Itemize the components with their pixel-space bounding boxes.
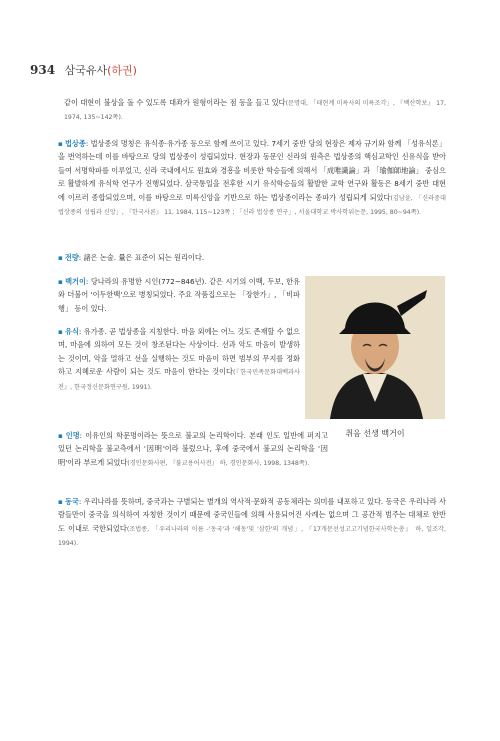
- yusik-text: : 유가종. 곧 법상종을 지칭한다. 마음 외에는 어느 것도 존재할 수 없으며, 마음에 의하여 모든 것이 창조된다는 사상이다. 선과 악도 마음이 발생하는 것이며, 악을 멀하고 선을 실행하는 것도 마음이 하면 범부의 무지를 정화하고 지혜로운 사람이 되는 것도 마음이 한다는 것이다: [58, 327, 300, 377]
- portrait-illustration: [305, 276, 445, 419]
- jeonryang-text: : 諸은 논술. 量은 표준이 되는 원리이다.: [78, 253, 205, 262]
- intro-citation: (문명대, 「태현계 미륵사의 미륵조각」, 『백산학보』 17, 1974, 135~142쪽).: [64, 100, 446, 122]
- inmyeong-entry: [58, 429, 328, 470]
- baekgeoi-entry: [58, 275, 300, 315]
- baekgeoi-term: 백거이: [65, 277, 86, 286]
- dongguk-term: 동국: [65, 497, 79, 506]
- dongguk-citation: (조법종, 「우리나라의 이름 -'동국'과 '해동'및 '삼한'의 개념」, 『17개문선성고고기념한국사학논총』 하, 일조각, 1994).: [58, 525, 447, 548]
- yusik-entry: [58, 325, 300, 394]
- beopsang-citation: (김남윤, 「신라중대 법상종의 성립과 신앙」, 『한국사론』 11, 1984, 115~123쪽 ; 「신라 법상종 연구」, 서울대학교 박사학위논문, 1995, 80~94쪽).: [58, 194, 447, 217]
- bullet-icon: ▪: [58, 497, 64, 506]
- intro-paragraph: [64, 96, 446, 125]
- inmyeong-text: : 이유인의 학문명이라는 뜻으로 불교의 논리학이다. 본래 인도 일반에 퍼지고 있던 논리학을 불교측에서 '因明'이라 불렀으나, 후에 중국에서 불교의 논리학을 '因明'이라 부르게 되었다: [58, 431, 328, 467]
- beopsang-text: : 법상종의 명칭은 유식종·유가종 등으로 함께 쓰이고 있다. 7세기 중반 당의 현장은 제자 규기와 함께 「성유식론」을 번역하는데 이를 바탕으로 당의 법상종이 성립되었다. 현장과 동문인 신라의 원측은 법상종의 핵심교학인 신유식을 받아들여 서명학파를 이루었고, 신라 국내에서도 원효와 경흥을 비롯한 학승들에 의해서 「成唯識論」과 「瑜伽師地論」 중심으로 활발하게 유식학 연구가 진행되었다. 삼국통일을 전후한 시기 유식학승들의 활발한 교학 연구와 활동은 8세기 중반 대현에 이르러 종합되었으며, 이를 바탕으로 미륵신앙을 기반으로 하는 법상종이라는 종파가 성립되게 되었다: [58, 139, 446, 202]
- jeonryang-entry: [58, 251, 446, 264]
- yusik-citation: (『한국민족문화대백과사전』, 한국정신문화연구원, 1991).: [58, 369, 300, 391]
- inmyeong-term: 인명: [65, 431, 80, 440]
- bullet-icon: ▪: [58, 277, 64, 286]
- yusik-term: 유식: [65, 327, 79, 336]
- beopsang-entry: [58, 137, 446, 219]
- bullet-icon: ▪: [58, 431, 64, 440]
- book-title: 삼국유사: [64, 64, 108, 77]
- baekgeoi-text: : 당나라의 유명한 시인(772~846년). 같은 시기의 이백, 두보, 한유와 더불어 '이두한백'으로 병칭되었다. 주요 작품집으로는 「장한가」, 「비파행」 등이 있다.: [58, 277, 300, 313]
- book-subtitle: (하권): [107, 64, 137, 77]
- page-header: [30, 62, 137, 78]
- dongguk-text: : 우리나라를 뜻하며, 중국과는 구별되는 별개의 역사적·문화적 공동체라는 의미를 내포하고 있다. 동국은 우리나라 사람들만이 중국을 의식하여 자칭한 것이기 때문에 중국인들에 의해 사용되어진 사례는 없으며 그 공간적 범주는 대체로 한반도 이내로 국한되었다: [58, 497, 446, 533]
- jeonryang-term: 전량: [64, 253, 79, 262]
- dongguk-entry: [58, 495, 446, 551]
- page-number: 934: [30, 63, 56, 77]
- bullet-icon: ▪: [58, 139, 63, 148]
- portrait-caption: 취음 선생 백거이: [345, 429, 405, 438]
- intro-text: 같이 대현이 불상을 돌 수 있도록 대좌가 원형이라는 점 등을 들고 있다: [64, 98, 286, 107]
- bullet-icon: ▪: [58, 327, 64, 336]
- inmyeong-citation: (경인문화사편, 『불교용어사전』 하, 경인문화사, 1998, 1348쪽).: [127, 459, 310, 467]
- bullet-icon: ▪: [58, 253, 63, 262]
- portrait-image: [305, 276, 445, 419]
- beopsang-term: 법상종: [64, 139, 86, 148]
